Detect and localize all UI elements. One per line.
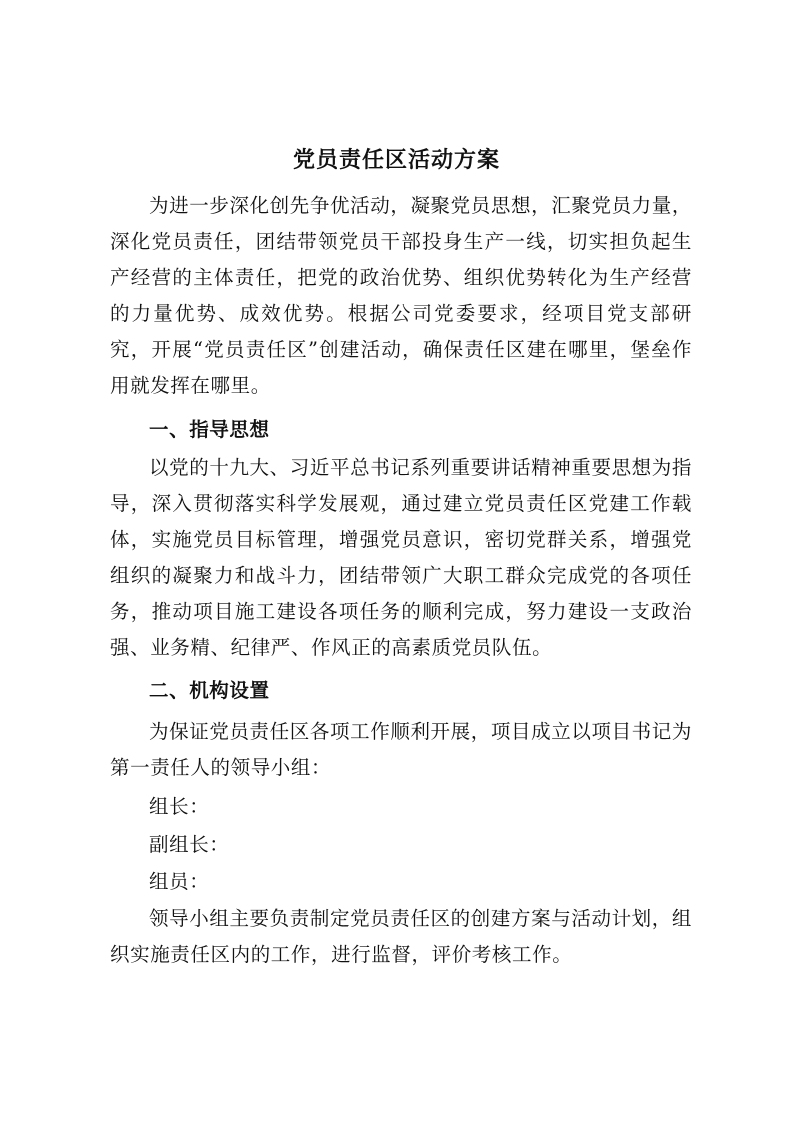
- section-heading-guiding-thought: 一、指导思想: [149, 418, 270, 441]
- guiding-thought-paragraph: 以党的十九大、习近平总书记系列重要讲话精神重要思想为指导，深入贯彻落实科学发展观，通过建立党员责任区党建工作载体，实施党员目标管理，增强党员意识，密切党群关系，增强党组织的凝聚力和战斗力，团结带领广大职工群众完成党的各项任务，推动项目施工建设各项任务的顺利完成，努力建设一支政治强、业务精、纪律严、作风正的高素质党员队伍。: [110, 456, 692, 659]
- section-heading-organization: 二、机构设置: [149, 679, 270, 702]
- intro-paragraph: 为进一步深化创先争优活动，凝聚党员思想，汇聚党员力量，深化党员责任，团结带领党员干部投身生产一线，切实担负起生产经营的主体责任，把党的政治优势、组织优势转化为生产经营的力量优势、成效优势。根据公司党委要求，经项目党支部研究，开展“党员责任区”创建活动，确保责任区建在哪里，堡垒作用就发挥在哪里。: [110, 194, 692, 397]
- organization-closing-paragraph: 领导小组主要负责制定党员责任区的创建方案与活动计划，组织实施责任区内的工作，进行监督，评价考核工作。: [110, 907, 692, 966]
- role-member: 组员：: [149, 870, 210, 893]
- organization-paragraph: 为保证党员责任区各项工作顺利开展，项目成立以项目书记为第一责任人的领导小组：: [110, 720, 692, 779]
- document-title: 党员责任区活动方案: [292, 147, 500, 173]
- role-leader: 组长：: [149, 795, 210, 818]
- role-deputy-leader: 副组长：: [149, 833, 230, 856]
